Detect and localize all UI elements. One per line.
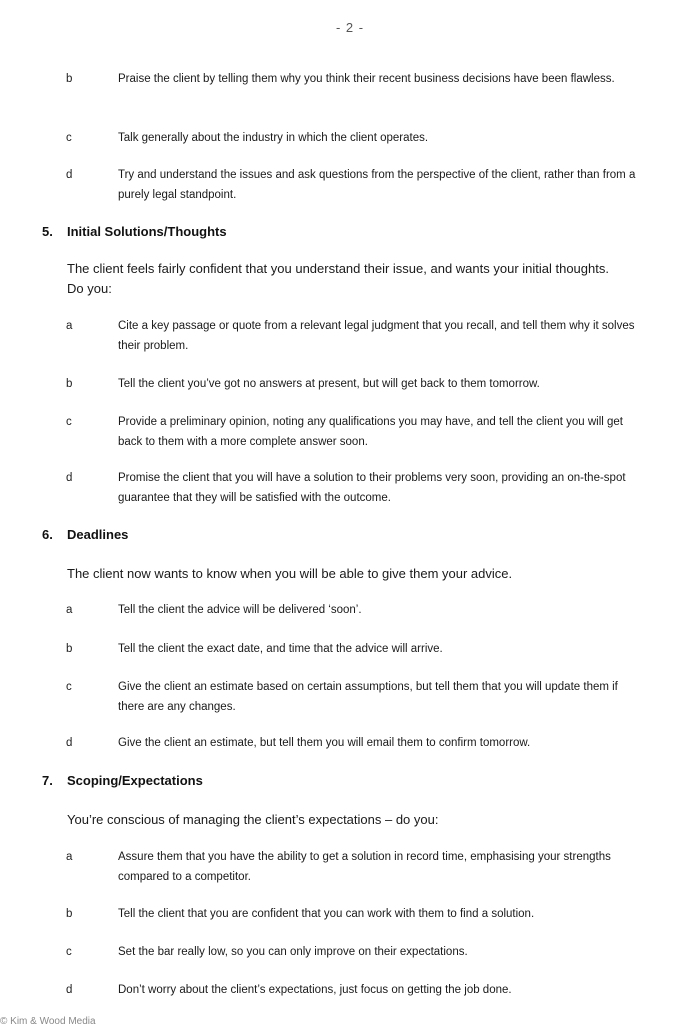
- option-text: Provide a preliminary opinion, noting any qualifications you may have, and tell the client you will get back to them with a more complete answer soon.: [118, 416, 624, 448]
- option-letter: c: [66, 416, 72, 428]
- option-letter: b: [66, 73, 73, 85]
- option-text: Praise the client by telling them why you think their recent business decisions have been flawless.: [118, 73, 615, 85]
- q5-number: 5.: [42, 224, 53, 239]
- option-letter: a: [66, 604, 73, 616]
- option-text: Tell the client you’ve got no answers at present, but will get back to them tomorrow.: [118, 378, 540, 390]
- option-text: Cite a key passage or quote from a relevant legal judgment that you recall, and tell them why it solves their problem.: [118, 320, 635, 352]
- q7-intro: You’re conscious of managing the client’s expectations – do you:: [67, 812, 439, 827]
- q6-number: 6.: [42, 527, 53, 542]
- option-letter: d: [66, 472, 73, 484]
- option-text: Give the client an estimate based on certain assumptions, but tell them that you will update them if there are any changes.: [118, 681, 618, 713]
- option-letter: d: [66, 169, 73, 181]
- option-letter: d: [66, 984, 73, 996]
- option-letter: d: [66, 737, 73, 749]
- footer-copyright: © Kim & Wood Media: [0, 1016, 96, 1027]
- option-letter: b: [66, 643, 73, 655]
- q5-intro: The client feels fairly confident that you understand their issue, and wants your initial thoughts. Do you:: [67, 261, 609, 296]
- option-letter: b: [66, 908, 73, 920]
- option-text: Talk generally about the industry in which the client operates.: [118, 132, 429, 144]
- q5-title: Initial Solutions/Thoughts: [67, 224, 227, 239]
- q6-title: Deadlines: [67, 527, 129, 542]
- q6-intro: The client now wants to know when you will be able to give them your advice.: [67, 566, 513, 581]
- page-number: - 2 -: [335, 20, 365, 35]
- option-letter: a: [66, 320, 73, 332]
- option-letter: c: [66, 681, 72, 693]
- option-letter: a: [66, 851, 73, 863]
- option-letter: c: [66, 132, 72, 144]
- option-text: Set the bar really low, so you can only improve on their expectations.: [118, 946, 468, 958]
- option-text: Tell the client the advice will be delivered ‘soon’.: [118, 604, 362, 616]
- q7-number: 7.: [42, 773, 53, 788]
- option-text: Assure them that you have the ability to get a solution in record time, emphasising your strengths compared to a competitor.: [118, 851, 611, 883]
- option-text: Tell the client that you are confident that you can work with them to find a solution.: [118, 908, 535, 920]
- option-text: Tell the client the exact date, and time that the advice will arrive.: [118, 643, 443, 655]
- option-text: Try and understand the issues and ask questions from the perspective of the client, rather than from a purely legal standpoint.: [118, 169, 636, 201]
- q7-title: Scoping/Expectations: [67, 773, 203, 788]
- option-text: Give the client an estimate, but tell them you will email them to confirm tomorrow.: [118, 737, 531, 749]
- option-text: Promise the client that you will have a solution to their problems very soon, providing an on-the-spot guarantee that they will be satisfied with the outcome.: [118, 472, 626, 504]
- option-letter: b: [66, 378, 73, 390]
- option-text: Don’t worry about the client’s expectations, just focus on getting the job done.: [118, 984, 512, 996]
- option-letter: c: [66, 946, 72, 958]
